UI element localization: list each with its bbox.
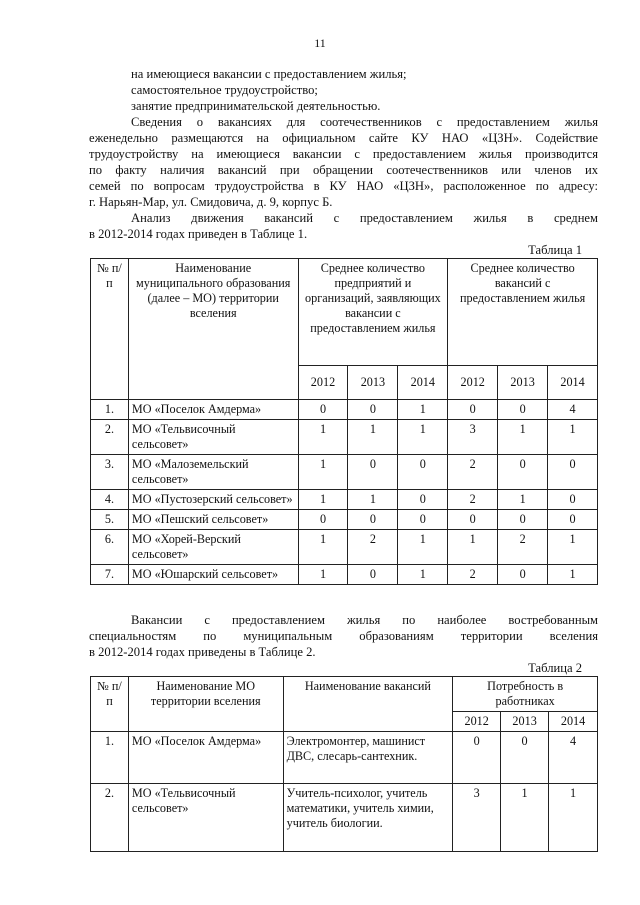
t1-cell: 1: [398, 530, 448, 565]
table-row: [91, 732, 598, 784]
t1-cell: 0: [548, 455, 598, 490]
t1-row-name: МО «Пустозерский сельсовет»: [128, 490, 298, 510]
paragraph-line: специальностям по муниципальным образованиям территории вселения: [89, 629, 598, 643]
t1-cell: 1: [398, 400, 448, 420]
t2-header-num: № п/п: [91, 677, 129, 732]
t2-header-need: Потребность в работниках: [453, 677, 598, 712]
table-1: [90, 258, 598, 585]
t1-row-name: МО «Хорей-Верский сельсовет»: [128, 530, 298, 565]
t2-cell: 3: [453, 784, 501, 852]
t2-cell: 1: [501, 784, 549, 852]
t1-cell: 0: [448, 510, 498, 530]
t1-cell: 3: [448, 420, 498, 455]
t1-cell: 1: [398, 420, 448, 455]
table-row: [91, 455, 598, 490]
t1-header-num: № п/п: [91, 259, 129, 400]
t1-cell: 0: [398, 455, 448, 490]
table-row: [91, 510, 598, 530]
t2-row-vacancies: Электромонтер, машинист ДВС, слесарь-сантехник.: [283, 732, 453, 784]
t2-year: 2014: [549, 712, 598, 732]
intro-line: занятие предпринимательской деятельностью.: [131, 99, 381, 113]
t1-year: 2014: [548, 366, 598, 400]
t1-year: 2012: [298, 366, 348, 400]
t1-cell: 2: [448, 565, 498, 585]
t2-row-name: МО «Тельвисочный сельсовет»: [128, 784, 283, 852]
t1-cell: 1: [348, 420, 398, 455]
t1-row-name: МО «Юшарский сельсовет»: [128, 565, 298, 585]
t1-year: 2012: [448, 366, 498, 400]
t1-cell: 1: [448, 530, 498, 565]
t1-cell: 1: [548, 565, 598, 585]
t1-year: 2013: [348, 366, 398, 400]
t1-cell: 1: [298, 565, 348, 585]
paragraph-line: в 2012-2014 годах приведен в Таблице 1.: [89, 227, 308, 241]
table-row: [91, 784, 598, 852]
t2-year: 2012: [453, 712, 501, 732]
t1-row-name: МО «Малоземельский сельсовет»: [128, 455, 298, 490]
t1-row-num: 2.: [91, 420, 129, 455]
t1-cell: 1: [548, 530, 598, 565]
intro-line: на имеющиеся вакансии с предоставлением жилья;: [131, 67, 407, 81]
t1-cell: 0: [348, 400, 398, 420]
t1-cell: 0: [298, 400, 348, 420]
t1-row-name: МО «Тельвисочный сельсовет»: [128, 420, 298, 455]
t1-cell: 0: [348, 510, 398, 530]
t1-row-num: 1.: [91, 400, 129, 420]
t1-cell: 0: [398, 490, 448, 510]
t2-year: 2013: [501, 712, 549, 732]
t1-cell: 1: [498, 420, 548, 455]
paragraph-line: семей по вопросам трудоустройства в КУ НАО «ЦЗН», расположенное по адресу:: [89, 179, 598, 193]
t1-cell: 2: [448, 455, 498, 490]
table-row: [91, 530, 598, 565]
t1-cell: 0: [498, 400, 548, 420]
t1-cell: 1: [498, 490, 548, 510]
t1-header-enterprises: Среднее количество предприятий и организаций, заявляющих вакансии с предоставлением жилья: [298, 259, 448, 366]
t1-row-name: МО «Пешский сельсовет»: [128, 510, 298, 530]
paragraph-line: Вакансии с предоставлением жилья по наиболее востребованным: [131, 613, 598, 627]
table-row: [91, 565, 598, 585]
t1-cell: 1: [298, 455, 348, 490]
paragraph-line: г. Нарьян-Мар, ул. Смидовича, д. 9, корпус Б.: [89, 195, 333, 209]
t1-row-num: 7.: [91, 565, 129, 585]
t1-cell: 1: [348, 490, 398, 510]
t2-header-vacancies: Наименование вакансий: [283, 677, 453, 732]
t1-cell: 1: [548, 420, 598, 455]
t2-row-vacancies: Учитель-психолог, учитель математики, учитель химии, учитель биологии.: [283, 784, 453, 852]
table-2: [90, 676, 598, 852]
t1-cell: 0: [398, 510, 448, 530]
t1-cell: 2: [498, 530, 548, 565]
t1-year: 2014: [398, 366, 448, 400]
t1-cell: 0: [448, 400, 498, 420]
t2-cell: 0: [453, 732, 501, 784]
t1-cell: 0: [298, 510, 348, 530]
table1-caption: Таблица 1: [528, 243, 582, 257]
table-row: [91, 420, 598, 455]
t1-cell: 1: [398, 565, 448, 585]
t1-year: 2013: [498, 366, 548, 400]
t1-cell: 2: [448, 490, 498, 510]
t1-row-num: 3.: [91, 455, 129, 490]
t2-row-num: 1.: [91, 732, 129, 784]
page-number: 11: [314, 36, 326, 50]
t1-row-num: 4.: [91, 490, 129, 510]
paragraph-line: по факту наличия вакансий при обращении соотечественников или членов их: [89, 163, 598, 177]
t1-row-num: 5.: [91, 510, 129, 530]
t1-cell: 0: [498, 455, 548, 490]
t1-cell: 0: [348, 455, 398, 490]
t1-cell: 2: [348, 530, 398, 565]
t1-header-vacancies: Среднее количество вакансий с предоставлением жилья: [448, 259, 598, 366]
t1-cell: 1: [298, 490, 348, 510]
paragraph-line: в 2012-2014 годах приведены в Таблице 2.: [89, 645, 316, 659]
paragraph-line: трудоустройству на имеющиеся вакансии с предоставлением жилья производится: [89, 147, 598, 161]
table-row: [91, 490, 598, 510]
t2-cell: 4: [549, 732, 598, 784]
table-row: [91, 400, 598, 420]
t2-cell: 1: [549, 784, 598, 852]
table2-caption: Таблица 2: [528, 661, 582, 675]
t1-cell: 0: [348, 565, 398, 585]
t1-cell: 1: [298, 420, 348, 455]
paragraph-line: Сведения о вакансиях для соотечественников с предоставлением жилья: [131, 115, 598, 129]
t2-header-name: Наименование МО территории вселения: [128, 677, 283, 732]
t1-header-name: Наименование муниципального образования (далее – МО) территории вселения: [128, 259, 298, 400]
t2-row-name: МО «Поселок Амдерма»: [128, 732, 283, 784]
paragraph-line: еженедельно размещаются на официальном сайте КУ НАО «ЦЗН». Содействие: [89, 131, 598, 145]
t1-cell: 0: [548, 510, 598, 530]
t1-cell: 4: [548, 400, 598, 420]
t1-cell: 0: [498, 565, 548, 585]
intro-line: самостоятельное трудоустройство;: [131, 83, 318, 97]
t1-row-num: 6.: [91, 530, 129, 565]
t2-cell: 0: [501, 732, 549, 784]
t1-cell: 0: [498, 510, 548, 530]
t1-row-name: МО «Поселок Амдерма»: [128, 400, 298, 420]
t2-row-num: 2.: [91, 784, 129, 852]
t1-cell: 0: [548, 490, 598, 510]
t1-cell: 1: [298, 530, 348, 565]
paragraph-line: Анализ движения вакансий с предоставлением жилья в среднем: [131, 211, 598, 225]
